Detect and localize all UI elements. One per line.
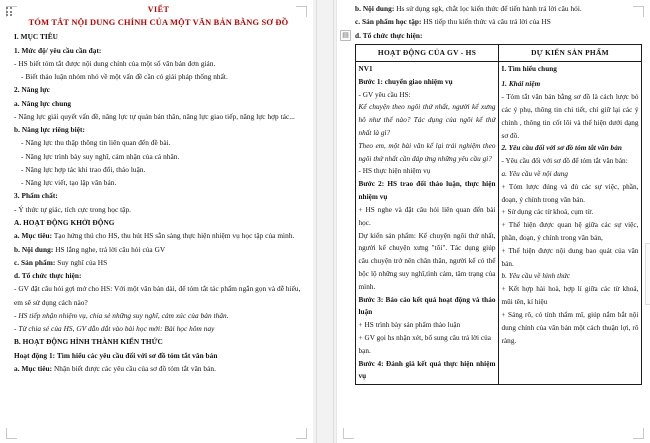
dot <box>10 7 12 9</box>
paragraph: d. Tổ chức thực hiện: <box>355 30 423 40</box>
paragraph: a. Năng lực chung <box>14 98 72 108</box>
paragraph: NV1 <box>358 64 373 73</box>
left-page-content <box>14 4 303 375</box>
paragraph <box>14 229 303 242</box>
table-object-glyph: ▤ <box>342 31 349 39</box>
paragraph: - Năng lực thu thập thông tin liên quan đến đề bài. <box>21 138 171 148</box>
paragraph: A. HOẠT ĐỘNG KHỞI ĐỘNG <box>14 218 115 227</box>
table-header-row <box>356 44 642 61</box>
paragraph: - HS thực hiện nhiệm vụ <box>358 167 431 176</box>
paragraph <box>14 243 303 256</box>
document-page-left <box>0 0 313 443</box>
paragraph-text: HS tiếp thu kiến thức và câu trả lời của HS <box>421 17 551 27</box>
paragraph <box>14 256 303 269</box>
paragraph: a. Yêu cầu về nội dung <box>501 169 569 178</box>
paragraph: 3. Phẩm chất: <box>14 191 58 201</box>
paragraph: 1. Khái niệm <box>501 80 541 89</box>
paragraph: + Kết hợp hài hoà, hợp lí giữa các từ khoá, mũi tên, kí hiệu <box>501 285 639 307</box>
paragraph: - Từ chia sẻ của HS, GV dẫn dắt vào bài học mới: Bài học hôm nay <box>14 324 215 334</box>
document-page-right <box>337 0 650 443</box>
paragraph: Bước 1: chuyển giao nhiệm vụ <box>358 77 453 86</box>
dot <box>10 14 12 16</box>
paragraph: I. MỤC TIÊU <box>14 32 58 42</box>
paragraph: - Ý thức tự giác, tích cực trong học tập. <box>14 204 132 214</box>
crop-mark-bottom-left <box>6 428 17 439</box>
crop-mark-bottom-right <box>633 428 644 439</box>
paragraph-lead: a. Mục tiêu: <box>14 363 53 373</box>
paragraph: 2. Năng lực <box>14 85 50 95</box>
table-object-icon[interactable] <box>340 30 351 41</box>
paragraph: - GV yêu cầu HS: <box>358 90 411 99</box>
table-row <box>356 61 642 384</box>
paragraph: Hoạt động 1: Tìm hiểu các yêu cầu đối với sơ đồ tóm tắt văn bản <box>14 350 218 360</box>
paragraph: + GV gọi hs nhận xét, bổ sung câu trả lời của bạn. <box>358 334 492 355</box>
paragraph: - Năng lực trình bày suy nghĩ, cảm nhận của cá nhân. <box>21 151 180 161</box>
dot <box>6 7 8 9</box>
paragraph-text: HS lắng nghe, trả lời câu hỏi của GV <box>53 244 166 254</box>
paragraph: Theo em, một bài văn kể lại trải nghiệm theo ngôi thứ nhất cần đáp ứng những yêu cầu gì? <box>358 141 496 163</box>
crop-mark-bottom-right <box>296 428 307 439</box>
paragraph-lead: c. Sản phẩm học tập: <box>355 17 422 27</box>
paragraph: B. HOẠT ĐỘNG HÌNH THÀNH KIẾN THỨC <box>14 337 163 347</box>
paragraph: - Biết thảo luận nhóm nhỏ về một vấn đề cần có giải pháp thống nhất. <box>21 72 228 82</box>
paragraph: Bước 2: HS trao đổi thảo luận, thực hiện nhiệm vụ <box>358 180 496 202</box>
table-header-products: DỰ KIẾN SẢN PHẨM <box>499 44 642 61</box>
paragraph <box>355 2 642 15</box>
paragraph: b. Năng lực riêng biệt: <box>14 125 85 135</box>
activity-table <box>355 44 642 385</box>
paragraph: + Thể hiện được nội dung bao quát của văn bản. <box>501 246 639 268</box>
paragraph: + Sáng rõ, có tính thẩm mĩ, giúp nắm bắt nội dung chính của văn bản một cách thuận lợi, rõ ràng. <box>501 310 639 345</box>
paragraph: b. Yêu cầu về hình thức <box>501 272 571 281</box>
paragraph-text: Nhận biết được các yêu cầu của sơ đồ tóm tắt văn bản. <box>52 363 216 373</box>
paragraph: - Năng lực viết, tạo lập văn bản. <box>21 178 117 188</box>
paragraph: + Tóm lược đúng và đủ các sự việc, phần, đoạn, ý chính trong văn bản. <box>501 182 639 204</box>
paragraph: Bước 3: Báo cáo kết quả hoạt động và thảo luận <box>358 295 496 317</box>
table-header-activities: HOẠT ĐỘNG CỦA GV - HS <box>356 44 499 61</box>
paragraph: - HS biết tóm tắt được nội dung chính của một số văn bản đơn giản. <box>14 58 216 68</box>
scroll-nub[interactable] <box>645 243 650 305</box>
paragraph: Kể chuyện theo ngôi thứ nhất, người kể xưng hô như thế nào? Tác dụng của ngôi kể thứ nhất là gì? <box>358 103 496 138</box>
paragraph: + HS trình bày sản phẩm thảo luận <box>358 321 461 330</box>
paragraph: + Sử dụng các từ khoá, cụm từ. <box>501 208 594 217</box>
dot <box>6 11 8 13</box>
paragraph-lead: a. Mục tiêu: <box>14 231 53 241</box>
paragraph-lead: b. Nội dung: <box>355 4 395 13</box>
paragraph-lead: c. Sản phẩm: <box>14 257 56 267</box>
left-page-paragraphs <box>14 30 303 375</box>
paragraph-text: Hs sử dụng sgk, chắt lọc kiến thức để tiến hành trả lời câu hỏi. <box>394 4 582 13</box>
paragraph: - HS tiếp nhận nhiệm vụ, chia sẻ những suy nghĩ, cảm xúc của bản thân. <box>14 310 229 320</box>
paragraph: Bước 4: Đánh giá kết quả thực hiện nhiệm vụ <box>358 359 496 381</box>
paragraph-lead: b. Nội dung: <box>14 244 54 254</box>
paragraph: 2. Yêu cầu đối với sơ đồ tóm tắt văn bản <box>501 144 622 153</box>
paragraph: I. Tìm hiểu chung <box>501 64 557 73</box>
paragraph: 1. Mức độ/ yêu cầu cần đạt: <box>14 45 102 55</box>
paragraph: + Thể hiện được quan hệ giữa các sự việc, phần, đoạn, ý chính trong văn bản, <box>501 221 639 243</box>
paragraph <box>355 15 642 28</box>
document-title-main: VIẾT <box>147 5 170 14</box>
paragraph: - Yêu cầu đối với sơ đồ để tóm tắt văn bản: <box>501 157 628 166</box>
table-cell-products <box>499 61 642 384</box>
paragraph: - Năng lực hợp tác khi trao đổi, thảo luận. <box>21 164 146 174</box>
paragraph-text: Suy nghĩ của HS <box>55 257 108 267</box>
dot <box>10 11 12 13</box>
document-title-sub: TÓM TẮT NỘI DUNG CHÍNH CỦA MỘT VĂN BẢN BẰNG SƠ ĐỒ <box>28 18 289 27</box>
paragraph: - Năng lực giải quyết vấn đề, năng lực tự quản bản thân, năng lực giao tiếp, năng lực hợp tác... <box>14 111 295 121</box>
paragraph <box>14 362 303 375</box>
page-gutter <box>313 0 337 443</box>
table-cell-activities <box>356 61 499 384</box>
crop-mark-bottom-left <box>343 428 354 439</box>
paragraph-text: Tạo hứng thú cho HS, thu hút HS sẵn sàng thực hiện nhiệm vụ học tập của mình. <box>52 231 295 241</box>
right-page-content <box>355 2 642 385</box>
paragraph: - GV đặt câu hỏi gợi mở cho HS: Với một văn bản dài, để tóm tắt tác phẩm ngắn gọn và dễ hiểu, em sẽ sử dụng cách nào? <box>14 284 301 307</box>
right-page-paragraphs <box>355 2 642 42</box>
paragraph: d. Tổ chức thực hiện: <box>14 271 82 281</box>
drag-dots-icon[interactable] <box>4 6 14 17</box>
paragraph: - Tóm tắt văn bản bằng sơ đồ là cách lược bỏ các ý phụ, thông tin chi tiết, chỉ giữ lại các ý chính , thông tin cốt lõi và thể hiện dưới dạng sơ đồ. <box>501 93 639 140</box>
paragraph: + HS nghe và đặt câu hỏi liên quan đến bài học. <box>358 205 496 227</box>
paragraph: Dự kiến sản phẩm: Kể chuyện ngôi thứ nhất, người kể chuyện xưng "tôi". Tác dụng giúp câu chuyện trở nên chân thân, người kể có thể bộc lộ những suy nghĩ,tình cảm, tâm trạng của mình. <box>358 231 496 291</box>
dot <box>6 14 8 16</box>
